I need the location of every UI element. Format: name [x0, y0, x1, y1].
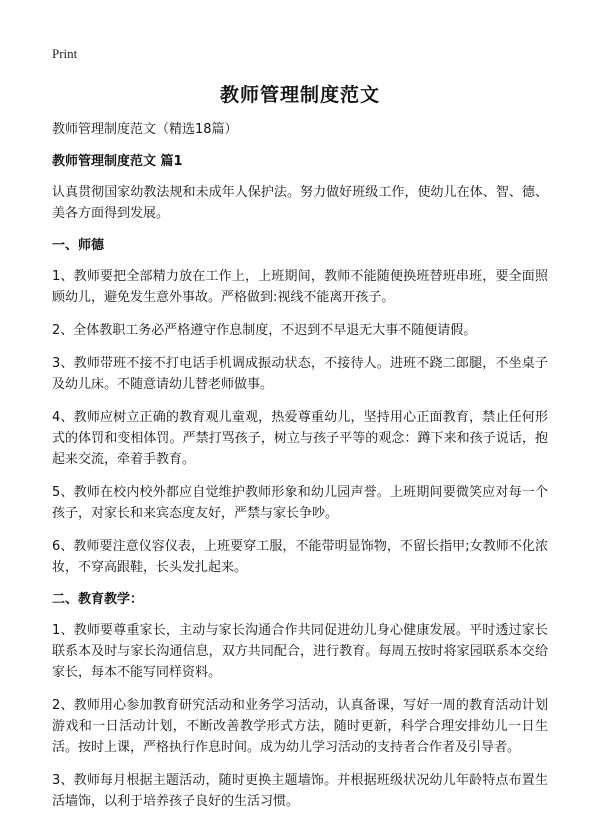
paragraph: 1、教师要尊重家长，主动与家长沟通合作共同促进幼儿身心健康发展。平时透过家长联系本及时与家长沟通信息，双方共同配合，进行教育。每周五按时将家园联系本交给家长，每本不能写同样资料。 [52, 623, 548, 680]
paragraph: 3、教师带班不接不打电话手机调成振动状态，不接待人。进班不跷二郎腿，不坐桌子及幼儿床。不随意请幼儿替老师做事。 [52, 356, 548, 392]
intro-paragraph: 认真贯彻国家幼教法规和未成年人保护法。努力做好班级工作，使幼儿在体、智、德、美各方面得到发展。 [52, 185, 548, 221]
section-ethics [52, 236, 548, 578]
paragraph: 4、教师应树立正确的教育观儿童观，热爱尊重幼儿，坚持用心正面教育，禁止任何形式的体罚和变相体罚。严禁打骂孩子，树立与孩子平等的观念：蹲下来和孩子说话，抱起来交流，牵着手教育。 [52, 410, 548, 467]
paragraph: 2、教师用心参加教育研究活动和业务学习活动，认真备课，写好一周的教育活动计划游戏和一日活动计划，不断改善教学形式方法，随时更新，科学合理安排幼儿一日生活。按时上课，严格执行作息时间。成为幼儿学习活动的支持者合作者及引导者。 [52, 698, 548, 755]
print-label[interactable]: Print [52, 46, 78, 61]
paragraph: 3、教师每月根据主题活动，随时更换主题墙饰。并根据班级状况幼儿年龄特点布置生活墙饰，以利于培养孩子良好的生活习惯。 [52, 773, 548, 809]
document-subtitle: 教师管理制度范文（精选18篇） [52, 122, 238, 137]
section-teaching [52, 590, 548, 812]
section-heading: 一、师德 [52, 238, 105, 253]
paragraph: 2、全体教职工务必严格遵守作息制度，不迟到不早退无大事不随便请假。 [52, 323, 477, 338]
document-body [52, 120, 548, 824]
paragraph: 6、教师要注意仪容仪表，上班要穿工服，不能带明显饰物，不留长指甲;女教师不化浓妆，不穿高跟鞋，长头发扎起来。 [52, 539, 548, 575]
document-title: 教师管理制度范文 [219, 84, 380, 106]
section-heading: 二、教育教学： [52, 592, 144, 607]
paragraph: 1、教师要把全部精力放在工作上，上班期间，教师不能随便换班替班串班，要全面照顾幼儿，避免发生意外事故。严格做到:视线不能离开孩子。 [52, 269, 548, 305]
paragraph: 5、教师在校内校外都应自觉维护教师形象和幼儿园声誉。上班期间要微笑应对每一个孩子，对家长和来宾态度友好，严禁与家长争吵。 [52, 485, 548, 521]
article-heading: 教师管理制度范文 篇1 [52, 154, 183, 169]
